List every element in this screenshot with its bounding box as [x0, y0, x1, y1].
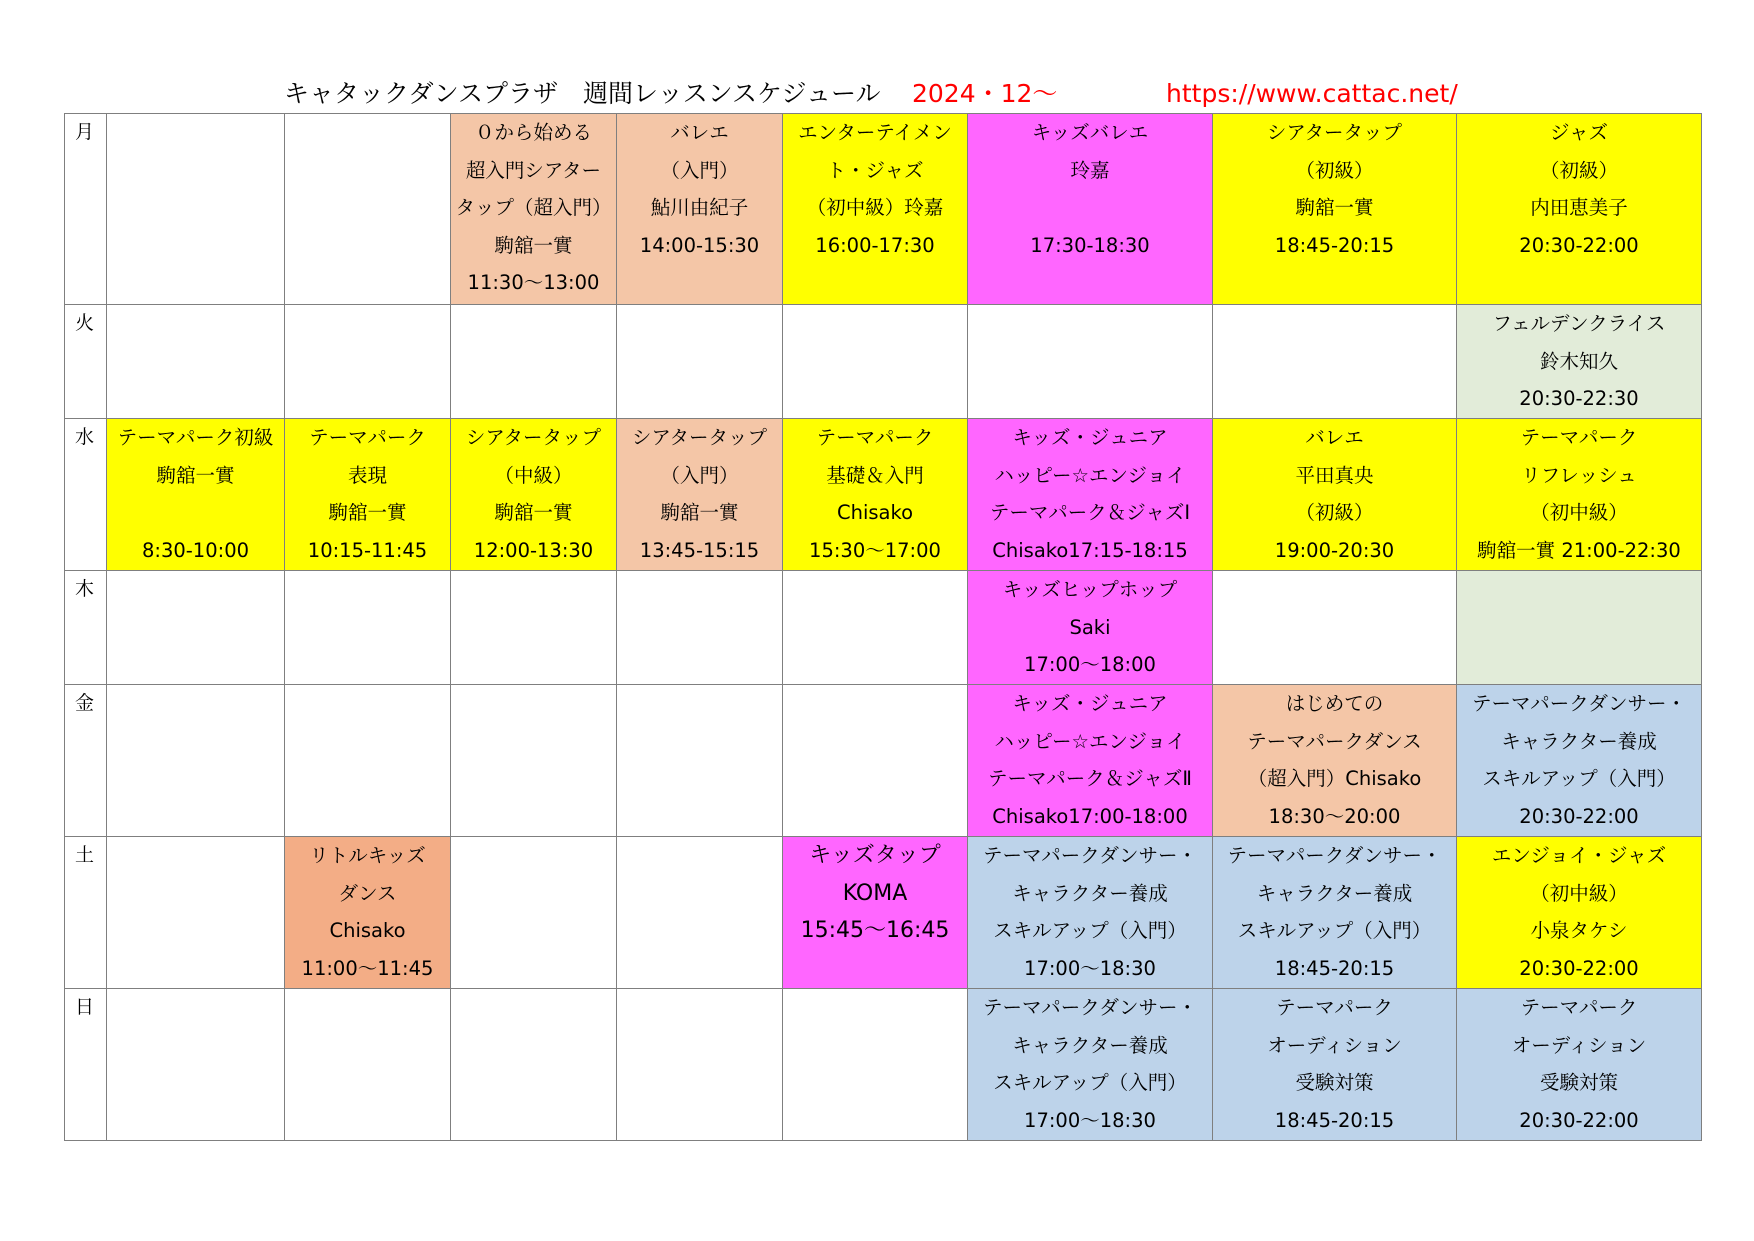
lesson-line: スキルアップ（入門）: [993, 919, 1187, 943]
lesson-line: テーマパークダンス: [1247, 729, 1422, 753]
lesson-line: 20:30-22:00: [1519, 233, 1639, 257]
lesson-cell: [968, 419, 1213, 571]
lesson-line: ダンス: [338, 881, 397, 905]
lesson-line: テーマパーク: [1520, 996, 1638, 1019]
empty-cell: [1213, 571, 1457, 685]
lesson-line: （初中級）: [1530, 501, 1628, 525]
lesson-line: テーマパーク初級: [117, 426, 274, 449]
lesson-line: 駒舘一實 21:00-22:30: [1477, 538, 1681, 562]
lesson-line: 受験対策: [1295, 1071, 1374, 1095]
lesson-line: シアタータップ: [631, 426, 768, 449]
day-label: 水: [65, 419, 107, 571]
lesson-line: 鈴木知久: [1539, 349, 1618, 373]
lesson-line: エンジョイ・ジャズ: [1491, 844, 1667, 867]
document-title: キャタックダンスプラザ 週間レッスンスケジュール: [284, 79, 881, 108]
schedule-row: [65, 989, 1702, 1141]
schedule-row: [65, 685, 1702, 837]
lesson-line: 11:30～13:00: [467, 271, 600, 295]
day-label: 火: [65, 305, 107, 419]
lesson-line: 20:30-22:00: [1519, 1108, 1639, 1132]
lesson-line: オーディション: [1511, 1033, 1647, 1057]
lesson-line: KOMA: [842, 880, 908, 906]
lesson-line: キャラクター養成: [1012, 881, 1168, 905]
lesson-line: 17:00～18:30: [1024, 956, 1156, 980]
lesson-line: テーマパークダンサー・: [982, 844, 1198, 867]
empty-cell: [107, 837, 285, 989]
lesson-line: 平田真央: [1295, 463, 1374, 487]
day-label: 金: [65, 685, 107, 837]
day-label: 月: [65, 114, 107, 305]
empty-cell: [285, 114, 451, 305]
lesson-cell: [968, 571, 1213, 685]
lesson-line: 駒舘一實: [1295, 196, 1374, 220]
lesson-cell: [1213, 837, 1457, 989]
lesson-cell: [1457, 305, 1702, 419]
schedule-row: [65, 419, 1702, 571]
lesson-line: テーマパーク＆ジャズⅡ: [987, 767, 1192, 791]
lesson-cell: [1457, 837, 1702, 989]
schedule-row: [65, 571, 1702, 685]
lesson-line: 17:00～18:30: [1024, 1108, 1156, 1132]
lesson-line: Chisako: [329, 919, 406, 943]
empty-cell: [451, 989, 617, 1141]
lesson-line: 18:30～20:00: [1268, 804, 1401, 828]
lesson-line: （初級）: [1295, 158, 1374, 182]
empty-cell: [1457, 571, 1702, 685]
lesson-line: キャラクター養成: [1012, 1033, 1168, 1057]
empty-cell: [783, 305, 968, 419]
lesson-line: テーマパークダンサー・: [1471, 692, 1687, 715]
lesson-line: テーマパーク＆ジャズⅠ: [989, 501, 1191, 525]
lesson-line: 鮎川由紀子: [650, 196, 749, 220]
lesson-cell: [617, 114, 783, 305]
lesson-line: 11:00～11:45: [301, 956, 434, 980]
weekly-schedule-table: [64, 113, 1702, 1141]
lesson-cell: [783, 419, 968, 571]
lesson-line: シアタータップ: [465, 426, 602, 449]
empty-cell: [285, 571, 451, 685]
lesson-line: バレエ: [670, 121, 729, 144]
lesson-line: 14:00-15:30: [639, 233, 760, 257]
lesson-line: オーディション: [1267, 1033, 1402, 1057]
day-label: 木: [65, 571, 107, 685]
lesson-line: 17:30-18:30: [1030, 233, 1150, 257]
lesson-line: キッズバレエ: [1031, 121, 1149, 144]
lesson-line: キャラクター養成: [1501, 729, 1657, 753]
lesson-line: 13:45-15:15: [639, 538, 760, 562]
lesson-line: キャラクター養成: [1256, 881, 1413, 905]
lesson-cell: [1457, 685, 1702, 837]
lesson-line: キッズ・ジュニア: [1012, 426, 1168, 449]
lesson-line: [107, 494, 284, 532]
empty-cell: [285, 989, 451, 1141]
empty-cell: [617, 685, 783, 837]
schedule-period: 2024・12～: [912, 79, 1058, 108]
empty-cell: [968, 305, 1213, 419]
lesson-line: フェルデンクライス: [1492, 312, 1666, 335]
lesson-cell: [783, 114, 968, 305]
day-label: 日: [65, 989, 107, 1141]
lesson-line: キッズ・ジュニア: [1012, 692, 1168, 715]
lesson-line: 超入門シアター: [465, 158, 602, 182]
lesson-line: エンターテイメン: [798, 121, 952, 144]
lesson-line: （初級）: [1295, 501, 1374, 525]
lesson-line: 18:45-20:15: [1274, 233, 1395, 257]
lesson-line: （入門）: [660, 463, 739, 487]
lesson-line: （初級）: [1539, 158, 1618, 182]
lesson-line: テーマパークダンサー・: [982, 996, 1198, 1019]
lesson-cell: [451, 114, 617, 305]
empty-cell: [451, 305, 617, 419]
lesson-line: バレエ: [1305, 426, 1364, 449]
lesson-line: テーマパーク: [309, 426, 426, 449]
lesson-line: 駒舘一實: [494, 501, 573, 525]
schedule-row: [65, 114, 1702, 305]
lesson-line: 内田恵美子: [1530, 196, 1628, 220]
lesson-line: （入門）: [660, 158, 739, 182]
lesson-line: Chisako17:00-18:00: [992, 804, 1188, 828]
lesson-cell: [1457, 989, 1702, 1141]
lesson-line: リトルキッズ: [309, 844, 426, 867]
lesson-line: スキルアップ（入門）: [1482, 767, 1676, 791]
lesson-cell: [968, 114, 1213, 305]
lesson-line: （初中級）玲嘉: [806, 196, 944, 220]
lesson-line: 駒舘一實: [156, 463, 235, 487]
lesson-line: Saki: [1069, 615, 1111, 639]
empty-cell: [1213, 305, 1457, 419]
lesson-line: ト・ジャズ: [826, 158, 924, 182]
lesson-line: Chisako17:15-18:15: [992, 538, 1188, 562]
lesson-line: 玲嘉: [1070, 158, 1110, 182]
day-label: 土: [65, 837, 107, 989]
lesson-line: 12:00-13:30: [473, 538, 594, 562]
lesson-line: はじめての: [1285, 692, 1384, 715]
schedule-row: [65, 837, 1702, 989]
document-header: [0, 76, 1754, 112]
website-url[interactable]: https://www.cattac.net/: [1166, 79, 1458, 108]
lesson-line: 8:30-10:00: [141, 538, 250, 562]
lesson-line: 17:00～18:00: [1024, 653, 1156, 677]
lesson-line: 15:45～16:45: [800, 918, 950, 944]
lesson-line: シアタータップ: [1266, 121, 1403, 144]
lesson-line: 19:00-20:30: [1274, 538, 1395, 562]
lesson-line: （超入門）Chisako: [1247, 767, 1422, 791]
lesson-line: Chisako: [836, 501, 914, 525]
lesson-cell: [1457, 114, 1702, 305]
empty-cell: [107, 989, 285, 1141]
lesson-cell: [107, 419, 285, 571]
empty-cell: [783, 685, 968, 837]
empty-cell: [451, 685, 617, 837]
lesson-cell: [451, 419, 617, 571]
lesson-line: 駒舘一實: [494, 233, 573, 257]
lesson-cell: [285, 419, 451, 571]
lesson-line: タップ（超入門）: [455, 196, 612, 220]
lesson-line: （初中級）: [1530, 881, 1628, 905]
lesson-line: 10:15-11:45: [307, 538, 428, 562]
empty-cell: [451, 571, 617, 685]
lesson-cell: [285, 837, 451, 989]
empty-cell: [285, 305, 451, 419]
lesson-line: 18:45-20:15: [1274, 1108, 1395, 1132]
empty-cell: [107, 305, 285, 419]
lesson-line: テーマパーク: [1276, 996, 1393, 1019]
lesson-line: キッズタップ: [809, 843, 941, 868]
lesson-line: キッズヒップホップ: [1002, 578, 1178, 601]
lesson-line: スキルアップ（入門）: [1237, 919, 1432, 943]
lesson-cell: [968, 685, 1213, 837]
lesson-line: 駒舘一實: [328, 501, 407, 525]
lesson-line: 20:30-22:30: [1519, 387, 1639, 411]
empty-cell: [285, 685, 451, 837]
lesson-cell: [1213, 419, 1457, 571]
empty-cell: [107, 114, 285, 305]
lesson-cell: [617, 419, 783, 571]
lesson-cell: [968, 989, 1213, 1141]
lesson-cell: [1457, 419, 1702, 571]
lesson-line: 表現: [347, 463, 387, 487]
lesson-line: 20:30-22:00: [1519, 804, 1639, 828]
lesson-cell: [968, 837, 1213, 989]
lesson-line: 小泉タケシ: [1530, 919, 1628, 943]
lesson-line: 18:45-20:15: [1274, 956, 1395, 980]
lesson-cell: [1213, 989, 1457, 1141]
lesson-line: ０から始める: [474, 121, 592, 144]
empty-cell: [783, 989, 968, 1141]
lesson-line: [968, 189, 1212, 227]
schedule-row: [65, 305, 1702, 419]
empty-cell: [617, 837, 783, 989]
empty-cell: [617, 989, 783, 1141]
lesson-line: （中級）: [494, 463, 573, 487]
empty-cell: [617, 305, 783, 419]
lesson-line: 駒舘一實: [660, 501, 739, 525]
lesson-cell: [783, 837, 968, 989]
lesson-line: ジャズ: [1549, 121, 1609, 144]
empty-cell: [451, 837, 617, 989]
empty-cell: [107, 685, 285, 837]
empty-cell: [107, 571, 285, 685]
lesson-cell: [1213, 685, 1457, 837]
lesson-line: 15:30～17:00: [809, 538, 941, 562]
lesson-line: 20:30-22:00: [1519, 956, 1639, 980]
lesson-line: スキルアップ（入門）: [993, 1071, 1187, 1095]
lesson-line: ハッピー☆エンジョイ: [994, 463, 1186, 487]
empty-cell: [617, 571, 783, 685]
lesson-line: 受験対策: [1539, 1071, 1618, 1095]
lesson-line: テーマパークダンサー・: [1227, 844, 1442, 867]
lesson-line: テーマパーク: [816, 426, 934, 449]
lesson-line: 16:00-17:30: [815, 233, 935, 257]
empty-cell: [783, 571, 968, 685]
lesson-cell: [1213, 114, 1457, 305]
lesson-line: リフレッシュ: [1521, 463, 1637, 487]
lesson-line: ハッピー☆エンジョイ: [994, 729, 1186, 753]
lesson-line: 基礎＆入門: [826, 463, 924, 487]
lesson-line: テーマパーク: [1520, 426, 1638, 449]
